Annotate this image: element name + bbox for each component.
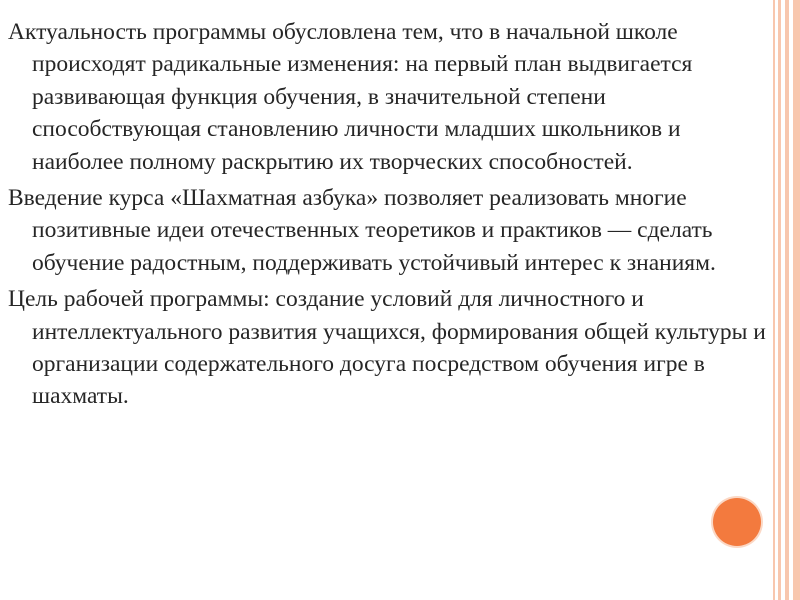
decorative-circle [713, 498, 761, 546]
paragraph-course-introduction: Введение курса «Шахматная азбука» позволяет реализовать многие позитивные идеи отечественных теоретиков и практиков — сделать обучение радостным, поддерживать устойчивый интерес к знаниям. [8, 185, 716, 276]
paragraph-relevance: Актуальность программы обусловлена тем, что в начальной школе происходят радикальные изменения: на первый план выдвигается развивающая функция обучения, в значительной степени способствующая становлению личности младших школьников и наиболее полному раскрытию их творческих способностей. [8, 19, 693, 175]
decorative-stripe [785, 0, 789, 600]
decorative-stripe [778, 0, 781, 600]
decorative-stripe [793, 0, 800, 600]
slide-body [8, 16, 774, 417]
paragraph-program-goal: Цель рабочей программы: создание условий для личностного и интеллектуального развития учащихся, формирования общей культуры и организации содержательного досуга посредством обучения игре в шахматы. [8, 286, 766, 410]
